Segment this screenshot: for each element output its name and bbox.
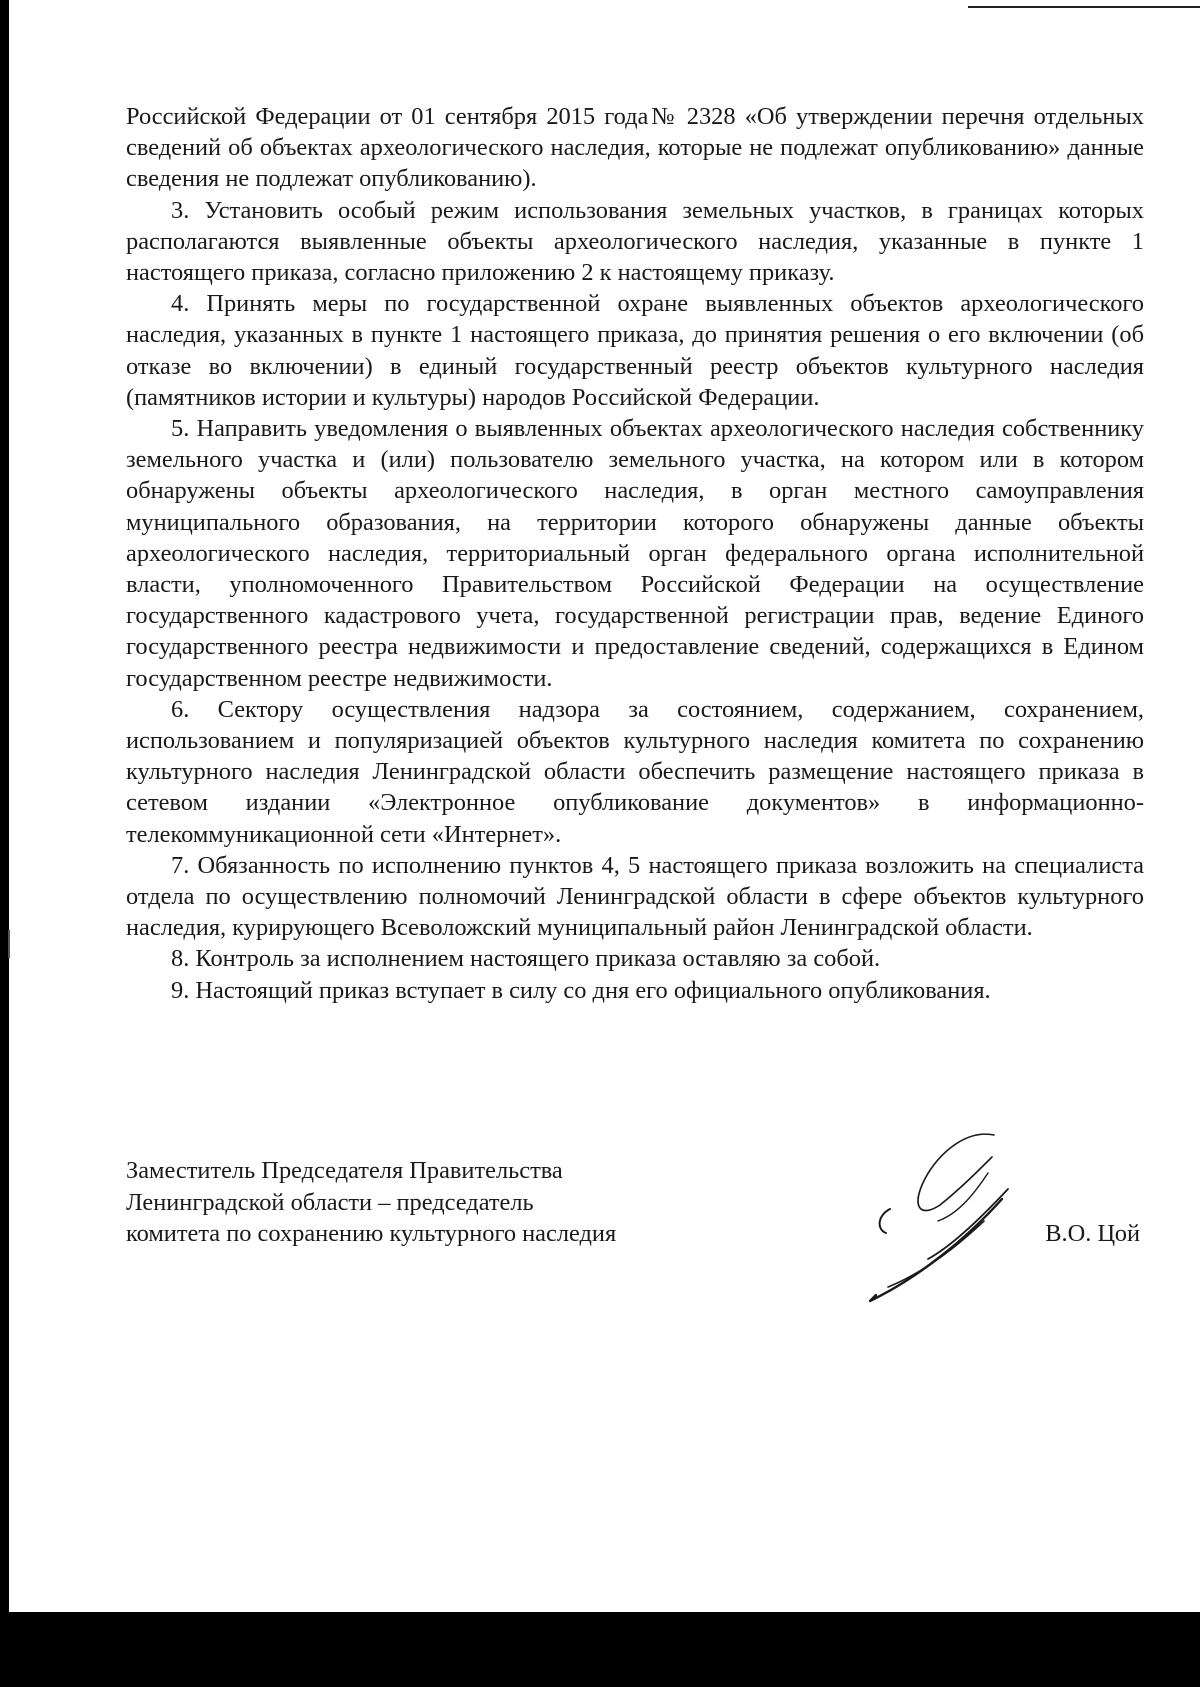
paragraph-item-3: 3. Установить особый режим использования земельных участков, в границах которых располагаются выявленные объекты археологического наследия, указанные в пункте 1 настоящего приказа, согласно приложению 2 к настоящему приказу. — [126, 196, 1144, 287]
scan-margin-mark — [8, 930, 10, 958]
signer-title-line: Заместитель Председателя Правительства — [126, 1157, 563, 1184]
scan-bottom-border — [0, 1612, 1200, 1687]
signer-name: В.О. Цой — [1045, 1220, 1140, 1247]
scan-top-line — [968, 6, 1200, 8]
paragraph-item-9: 9. Настоящий приказ вступает в силу со дня его официального опубликования. — [171, 976, 991, 1004]
paragraph-item-8: 8. Контроль за исполнением настоящего приказа оставляю за собой. — [171, 945, 881, 973]
handwritten-signature — [868, 1125, 1038, 1310]
scan-left-border — [0, 0, 9, 1687]
signer-title-line: Ленинградской области – председатель — [126, 1188, 534, 1216]
paragraph-item-7: 7. Обязанность по исполнению пунктов 4, 5 настоящего приказа возложить на специалиста отдела по осуществлению полномочий Ленинградской области в сфере объектов культурного наследия, курирующего Всеволожский муниципальный район Ленинградской области. — [126, 851, 1144, 942]
signature-block — [126, 1155, 1144, 1315]
document-body — [126, 101, 1144, 1006]
paragraph-item-5: 5. Направить уведомления о выявленных объектах археологического наследия собственнику земельного участка и (или) пользователю земельного участка, на котором или в котором обнаружены объекты археологического наследия, в орган местного самоуправления муниципального образования, на территории которого обнаружены данные объекты археологического наследия, территориальный орган федерального органа исполнительной власти, уполномоченного Правительством Российской Федерации на осуществление государственного кадастрового учета, государственной регистрации прав, ведение Единого государственного реестра недвижимости и предоставление сведений, содержащихся в Едином государственном реестре недвижимости. — [126, 415, 1144, 692]
paragraph-item-6: 6. Сектору осуществления надзора за состоянием, содержанием, сохранением, использованием и популяризацией объектов культурного наследия комитета по сохранению культурного наследия Ленинградской области обеспечить размещение настоящего приказа в сетевом издании «Электронное опубликование документов» в информационно-телекоммуникационной сети «Интернет». — [126, 695, 1144, 848]
signer-title-line: комитета по сохранению культурного наследия — [126, 1220, 617, 1247]
signer-title — [126, 1155, 616, 1250]
paragraph-continuation: Российской Федерации от 01 сентября 2015 года№ 2328 «Об утверждении перечня отдельных сведений об объектах археологического наследия, которые не подлежат опубликованию» данные сведения не подлежат опубликованию). — [126, 103, 1144, 193]
paragraph-item-4: 4. Принять меры по государственной охране выявленных объектов археологического наследия, указанных в пункте 1 настоящего приказа, до принятия решения о его включении (об отказе во включении) в единый государственный реестр объектов культурного наследия (памятников истории и культуры) народов Российской Федерации. — [126, 290, 1144, 411]
